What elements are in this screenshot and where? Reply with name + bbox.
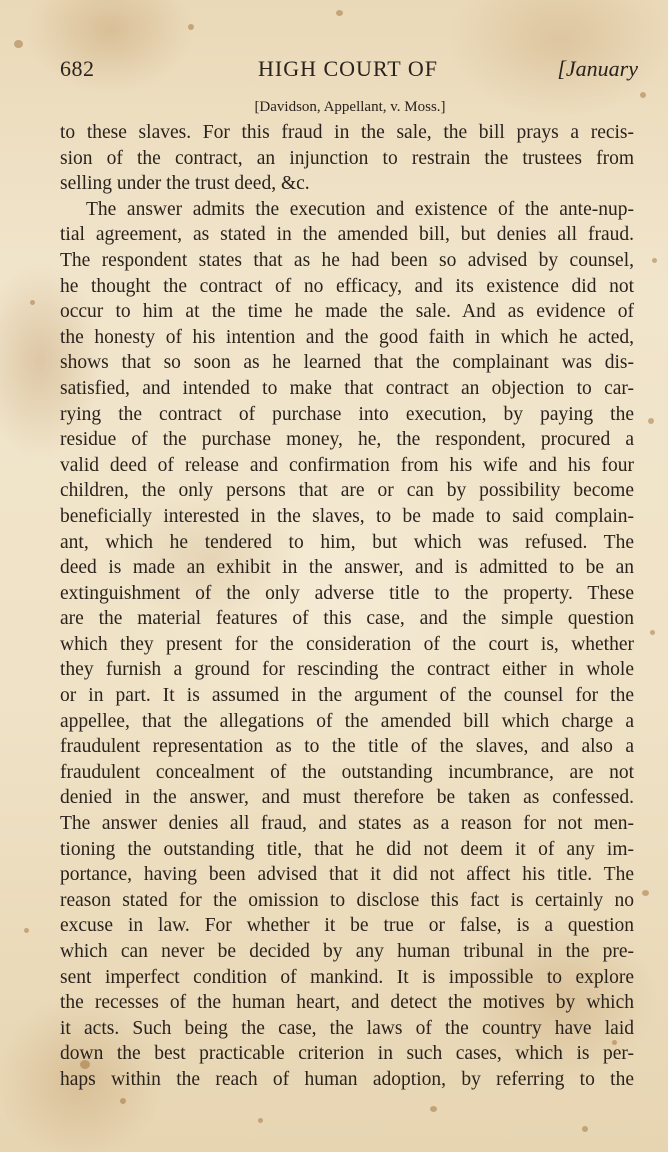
- text-line: rying the contract of purchase into execution, by paying the: [60, 403, 634, 425]
- text-line: which they present for the consideration of the court is, whether: [60, 633, 634, 655]
- text-line: it acts. Such being the case, the laws of the country have laid: [60, 1017, 634, 1039]
- foxing-spot: [336, 10, 343, 16]
- text-line: the honesty of his intention and the good faith in which he acted,: [60, 326, 634, 348]
- foxing-spot: [648, 418, 654, 424]
- text-line: appellee, that the allegations of the amended bill which charge a: [60, 710, 634, 732]
- page-number: 682: [60, 56, 95, 81]
- text-line: satisfied, and intended to make that contract an objection to car-: [60, 377, 634, 399]
- foxing-spot: [30, 300, 35, 305]
- running-title: HIGH COURT OF: [258, 56, 438, 81]
- text-line: sent imperfect condition of mankind. It is impossible to explore: [60, 966, 634, 988]
- text-line: selling under the trust deed, &c.: [60, 173, 310, 195]
- running-header: [60, 56, 638, 88]
- text-line: fraudulent concealment of the outstanding incumbrance, are not: [60, 761, 634, 783]
- foxing-spot: [582, 1126, 588, 1132]
- text-line: denied in the answer, and must therefore be taken as confessed.: [60, 787, 634, 809]
- foxing-spot: [650, 630, 655, 635]
- text-line: valid deed of release and confirmation from his wife and his four: [60, 454, 634, 476]
- foxing-spot: [258, 1118, 263, 1123]
- text-line: sion of the contract, an injunction to restrain the trustees from: [60, 147, 634, 169]
- text-line: beneficially interested in the slaves, to be made to said complain-: [60, 505, 634, 527]
- foxing-spot: [120, 1098, 126, 1104]
- text-line: down the best practicable criterion in such cases, which is per-: [60, 1043, 634, 1065]
- foxing-spot: [14, 40, 23, 48]
- foxing-spot: [652, 258, 657, 263]
- text-line: deed is made an exhibit in the answer, and is admitted to be an: [60, 557, 634, 579]
- running-date: [January: [557, 56, 638, 81]
- text-line: the recesses of the human heart, and detect the motives by which: [60, 992, 634, 1014]
- text-line: tial agreement, as stated in the amended bill, but denies all fraud.: [60, 224, 634, 246]
- foxing-spot: [642, 890, 649, 896]
- text-line: which can never be decided by any human tribunal in the pre-: [60, 941, 634, 962]
- text-line: ant, which he tendered to him, but which was refused. The: [60, 531, 634, 553]
- text-line: residue of the purchase money, he, the respondent, procured a: [60, 429, 634, 451]
- text-line: The answer denies all fraud, and states as a reason for not men-: [60, 813, 634, 835]
- text-line: he thought the contract of no efficacy, and its existence did not: [60, 275, 634, 297]
- text-line: they furnish a ground for rescinding the contract either in whole: [60, 659, 634, 681]
- text-line: occur to him at the time he made the sale. And as evidence of: [60, 301, 634, 323]
- foxing-spot: [188, 24, 194, 30]
- text-line: portance, having been advised that it did not affect his title. The: [60, 864, 634, 886]
- text-line: extinguishment of the only adverse title to the property. These: [60, 582, 634, 604]
- text-line: shows that so soon as he learned that the complainant was dis-: [60, 352, 634, 374]
- text-line: reason stated for the omission to disclose this fact is certainly no: [60, 889, 634, 911]
- case-caption: [Davidson, Appellant, v. Moss.]: [254, 99, 446, 115]
- text-line: children, the only persons that are or can by possibility become: [60, 480, 634, 502]
- text-line: fraudulent representation as to the title of the slaves, and also a: [60, 736, 634, 758]
- foxing-spot: [24, 928, 29, 933]
- foxing-spot: [430, 1106, 437, 1112]
- text-line: haps within the reach of human adoption, by referring to the: [60, 1068, 634, 1090]
- text-line: to these slaves. For this fraud in the sale, the bill prays a recis-: [60, 122, 634, 143]
- text-line: are the material features of this case, and the simple question: [60, 608, 634, 630]
- text-line: or in part. It is assumed in the argument of the counsel for the: [60, 685, 634, 707]
- text-line: excuse in law. For whether it be true or false, is a question: [60, 915, 634, 937]
- text-line: The respondent states that as he had been so advised by counsel,: [60, 249, 634, 271]
- text-line: tioning the outstanding title, that he did not deem it of any im-: [60, 838, 634, 860]
- body-text: [60, 120, 634, 1093]
- foxing-spot: [640, 92, 646, 98]
- text-line: The answer admits the execution and existence of the ante-nup-: [86, 198, 634, 220]
